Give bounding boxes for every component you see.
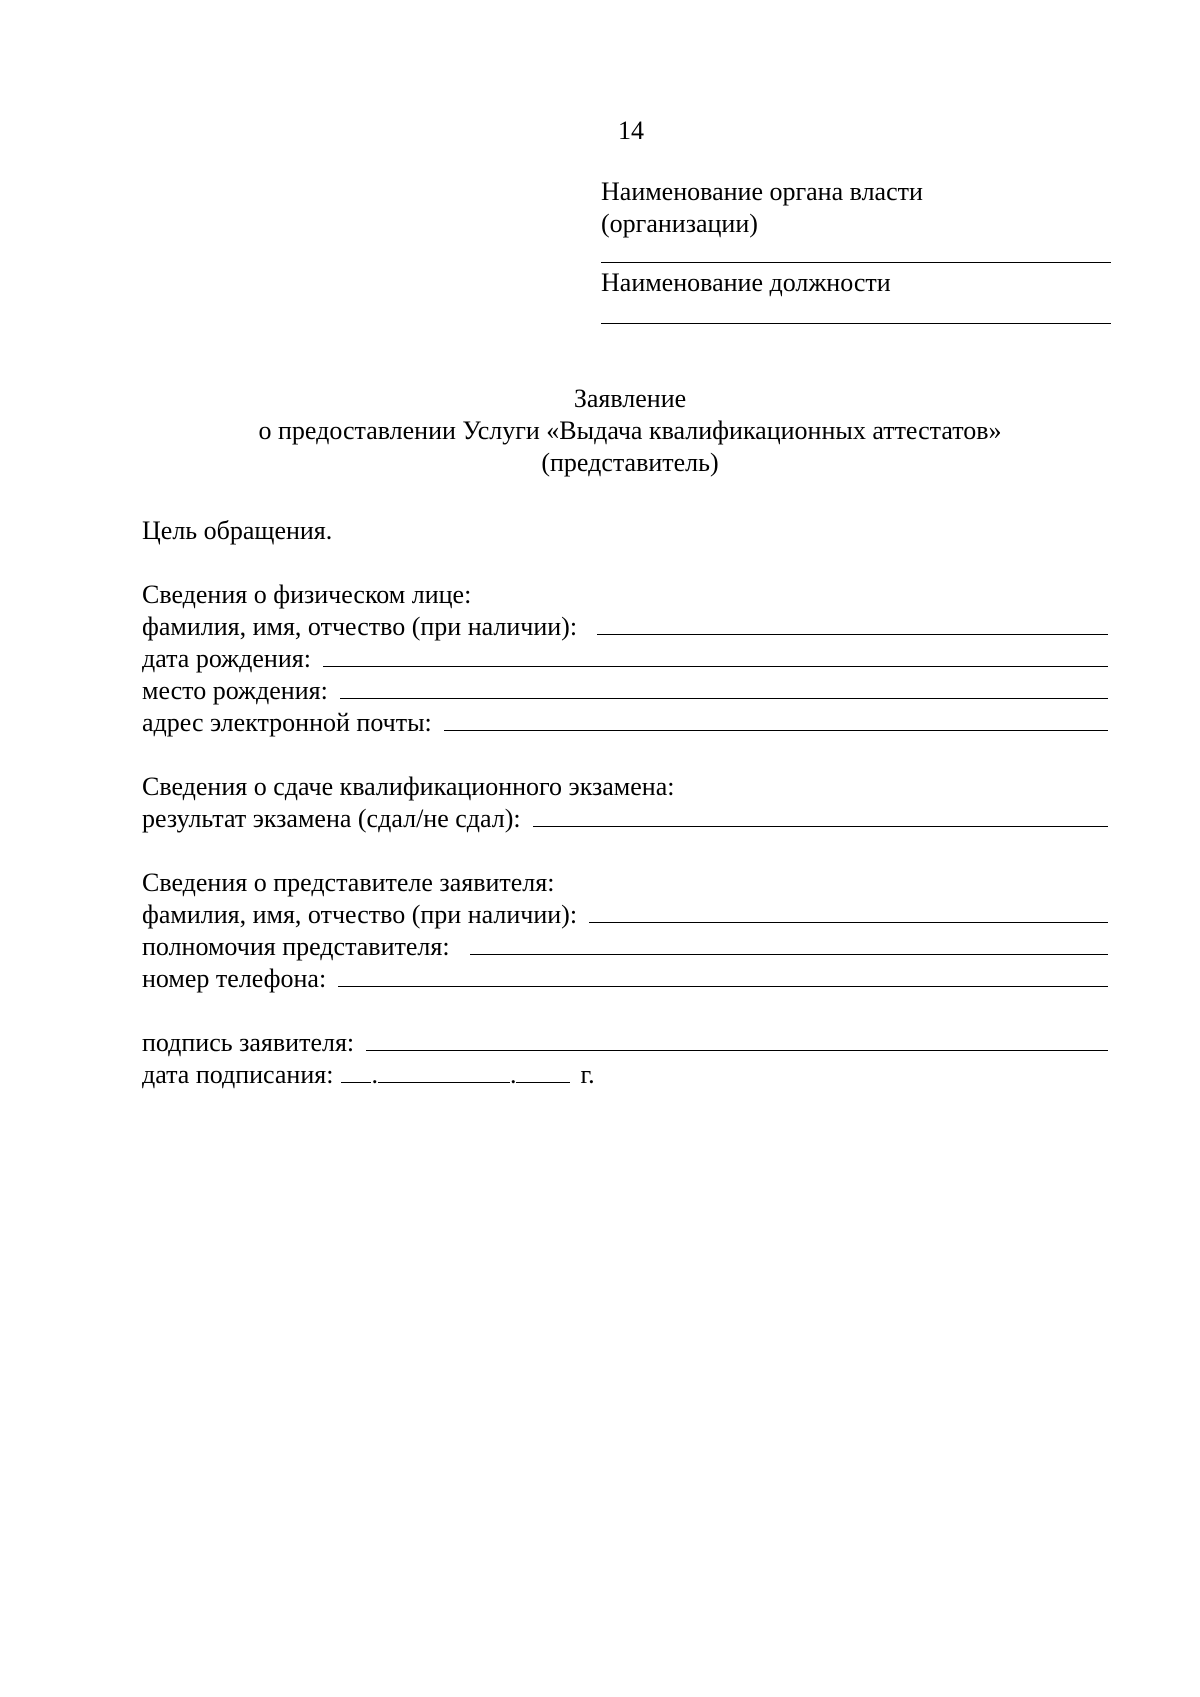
position-field[interactable] xyxy=(601,323,1111,324)
person-fio-field[interactable] xyxy=(597,612,1108,635)
page-number: 14 xyxy=(618,116,644,145)
title-line-2: о предоставлении Услуги «Выдача квалификационных аттестатов» xyxy=(258,416,1002,445)
signature-row xyxy=(142,1027,1108,1059)
document-title xyxy=(0,383,1200,479)
birth-date-field[interactable] xyxy=(323,644,1108,667)
person-fio-label: фамилия, имя, отчество (при наличии): xyxy=(142,612,578,641)
birth-place-row xyxy=(142,675,1108,707)
email-label: адрес электронной почты: xyxy=(142,708,432,737)
email-row xyxy=(142,707,1108,739)
exam-result-label: результат экзамена (сдал/не сдал): xyxy=(142,804,521,833)
person-section-heading: Сведения о физическом лице: xyxy=(142,580,472,609)
year-suffix: г. xyxy=(580,1060,595,1089)
signing-year-field[interactable] xyxy=(516,1060,570,1083)
authority-label: полномочия представителя: xyxy=(142,932,450,961)
purpose-label: Цель обращения. xyxy=(142,516,333,545)
email-field[interactable] xyxy=(444,708,1108,731)
representative-fio-label: фамилия, имя, отчество (при наличии): xyxy=(142,900,578,929)
birth-place-label: место рождения: xyxy=(142,676,328,705)
addressee-block xyxy=(601,176,1111,324)
signing-date-label: дата подписания: xyxy=(142,1060,334,1089)
signing-month-field[interactable] xyxy=(378,1060,510,1083)
phone-row xyxy=(142,963,1108,995)
birth-place-field[interactable] xyxy=(340,676,1108,699)
exam-result-row xyxy=(142,803,1108,835)
org-name-label: Наименование органа власти xyxy=(601,177,923,206)
title-line-1: Заявление xyxy=(573,384,687,413)
date-separator-1: . xyxy=(371,1060,378,1089)
signing-day-field[interactable] xyxy=(341,1060,371,1083)
form-body xyxy=(142,515,1108,1091)
position-label: Наименование должности xyxy=(601,268,891,297)
person-fio-row xyxy=(142,611,1108,643)
date-separator-2: . xyxy=(509,1060,517,1089)
representative-section-heading: Сведения о представителе заявителя: xyxy=(142,868,555,897)
signature-label: подпись заявителя: xyxy=(142,1028,355,1057)
title-line-3: (представитель) xyxy=(541,448,719,477)
representative-fio-row xyxy=(142,899,1108,931)
birth-date-label: дата рождения: xyxy=(142,644,311,673)
org-name-field[interactable] xyxy=(601,262,1111,263)
signature-field[interactable] xyxy=(366,1028,1108,1051)
authority-row xyxy=(142,931,1108,963)
exam-section-heading: Сведения о сдаче квалификационного экзамена: xyxy=(142,772,675,801)
representative-fio-field[interactable] xyxy=(589,900,1108,923)
org-name-label-continued: (организации) xyxy=(601,209,758,238)
phone-label: номер телефона: xyxy=(142,964,327,993)
authority-field[interactable] xyxy=(470,932,1108,955)
signing-date-row xyxy=(142,1059,1108,1091)
exam-result-field[interactable] xyxy=(533,804,1108,827)
birth-date-row xyxy=(142,643,1108,675)
phone-field[interactable] xyxy=(338,964,1108,987)
